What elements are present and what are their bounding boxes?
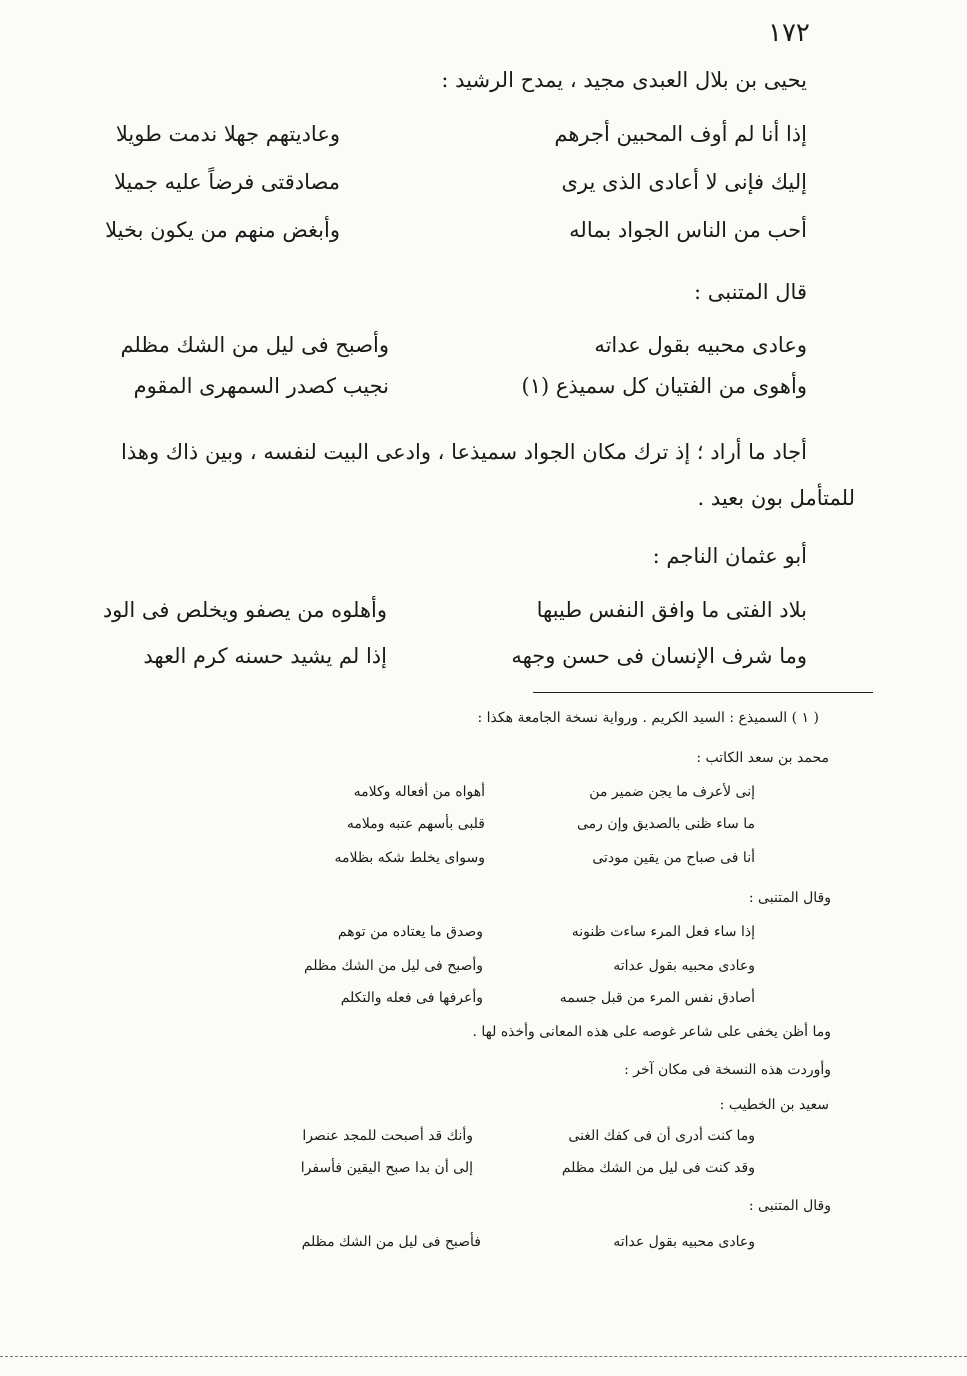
fn-verse2-2-left: وأصبح فى ليل من الشك مظلم <box>303 958 483 974</box>
footnote-label-3: سعيد بن الخطيب : <box>719 1097 829 1113</box>
fn-verse4-1-right: وعادى محبيه بقول عداته <box>613 1234 755 1250</box>
fn-verse1-1-right: إنى لأعرف ما يجن ضمير من <box>589 784 755 800</box>
poem1-verse1-left: وعاديتهم جهلا ندمت طويلا <box>115 122 340 146</box>
abu-label: أبو عثمان الناجم : <box>652 544 807 568</box>
footnote-label-1: محمد بن سعد الكاتب : <box>696 750 829 766</box>
poem3-verse1-right: بلاد الفتى ما وافق النفس طيبها <box>536 598 807 622</box>
fn-verse1-2-right: ما ساء ظنى بالصديق وإن رمى <box>577 816 755 832</box>
footnote-label-2: وقال المتنبى : <box>748 890 831 906</box>
footnote-prose-1: وما أظن يخفى على شاعر غوصه على هذه المعانى وأخذه لها . <box>472 1024 831 1040</box>
fn-verse2-3-right: أصادق نفس المرء من قبل جسمه <box>559 990 755 1006</box>
poem1-verse3-right: أحب من الناس الجواد بماله <box>569 218 807 242</box>
fn-verse4-1-left: فأصبح فى ليل من الشك مظلم <box>301 1234 481 1250</box>
poem3-verse2-left: إذا لم يشيد حسنه كرم العهد <box>143 644 387 668</box>
fn-verse1-2-left: قلبى بأسهم عتبه وملامه <box>346 816 485 832</box>
fn-verse2-2-right: وعادى محبيه بقول عداته <box>613 958 755 974</box>
footnote-label-4: وقال المتنبى : <box>748 1198 831 1214</box>
poem2-verse1-left: وأصبح فى ليل من الشك مظلم <box>120 333 389 357</box>
fn-verse2-1-left: وصدق ما يعتاده من توهم <box>337 924 483 940</box>
poem1-verse2-left: مصادقتى فرضاً عليه جميلا <box>113 170 340 194</box>
fn-verse2-1-right: إذا ساء فعل المرء ساءت ظنونه <box>571 924 755 940</box>
poem2-verse1-right: وعادى محبيه بقول عداته <box>594 333 807 357</box>
poem3-verse1-left: وأهلوه من يصفو ويخلص فى الود <box>102 598 387 622</box>
poem1-verse1-right: إذا أنا لم أوف المحبين أجرهم <box>554 122 807 146</box>
poem1-verse2-right: إليك فإنى لا أعادى الذى يرى <box>561 170 807 194</box>
fn-verse2-3-left: وأعرفها فى فعله والتكلم <box>340 990 483 1006</box>
page-number: ١٧٢ <box>768 18 810 48</box>
poem1-verse3-left: وأبغض منهم من يكون بخيلا <box>105 218 340 242</box>
poem3-verse2-right: وما شرف الإنسان فى حسن وجهه <box>511 644 807 668</box>
page-bottom-edge <box>0 1356 967 1357</box>
footnote-note: ( ١ ) السميذع : السيد الكريم . ورواية نسخة الجامعة هكذا : <box>477 710 819 726</box>
mutanabbi-label: قال المتنبى : <box>693 280 807 304</box>
fn-verse3-1-right: وما كنت أدرى أن فى كفك الغنى <box>568 1128 755 1144</box>
poem2-verse2-left: نجيب كصدر السمهرى المقوم <box>133 374 389 398</box>
fn-verse1-1-left: أهواه من أفعاله وكلامه <box>353 784 485 800</box>
footnote-prose-2: وأوردت هذه النسخة فى مكان آخر : <box>624 1062 831 1078</box>
fn-verse3-2-left: إلى أن بدا صبح اليقين فأسفرا <box>300 1160 473 1176</box>
footnote-divider <box>533 692 873 693</box>
commentary-line-1: أجاد ما أراد ؛ إذ ترك مكان الجواد سميذعا ، وادعى البيت لنفسه ، وبين ذاك وهذا <box>121 440 807 464</box>
poem2-verse2-right: وأهوى من الفتيان كل سميذع (١) <box>521 374 807 398</box>
intro-line: يحيى بن بلال العبدى مجيد ، يمدح الرشيد : <box>441 68 807 92</box>
fn-verse1-3-left: وسواى يخلط شكه بظلامه <box>334 850 485 866</box>
fn-verse1-3-right: أنا فى صباح من يقين مودتى <box>592 850 755 866</box>
commentary-line-2: للمتأمل بون بعيد . <box>697 486 855 510</box>
fn-verse3-1-left: وأنك قد أصبحت للمجد عنصرا <box>302 1128 473 1144</box>
fn-verse3-2-right: وقد كنت فى ليل من الشك مظلم <box>561 1160 755 1176</box>
